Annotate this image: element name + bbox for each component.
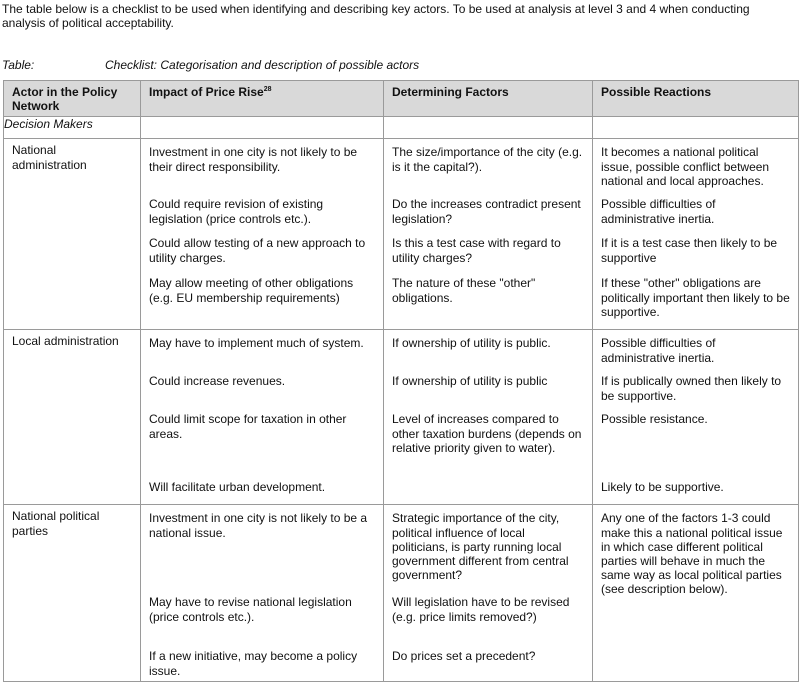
impact-item: Could limit scope for taxation in other areas. [149,412,347,441]
impact-item: Will facilitate urban development. [149,480,326,495]
factors-cell [384,330,593,505]
header-actor: Actor in the Policy Network [4,81,141,117]
factor-item: Level of increases compared to other taxation burdens (depends on relative priority given to water). [392,412,582,455]
impact-item: If a new initiative, may become a policy issue. [149,649,358,678]
actor-cell: National political parties [4,505,141,682]
factor-item: Will legislation have to be revised (e.g. price limits removed?) [392,595,570,624]
reaction-item: It becomes a national political issue, possible conflict between national and local approaches. [601,145,770,188]
actor-checklist-table [3,80,799,682]
reaction-item: Possible resistance. [601,412,708,427]
reaction-item: If it is a test case then likely to be supportive [601,236,778,265]
footnote-ref: 28 [263,86,272,93]
table-row-national-administration [4,139,799,330]
factor-item: Do prices set a precedent? [392,649,536,664]
factor-item: Is this a test case with regard to utility charges? [392,236,561,265]
impact-item: May allow meeting of other obligations (e.g. EU membership requirements) [149,276,354,305]
factor-item: Strategic importance of the city, political influence of local politicians, is party running local government different from central government? [392,511,569,583]
header-impact-label: Impact of Price Rise [149,85,264,99]
header-impact [141,81,384,117]
reactions-cell [593,330,799,505]
reaction-item: Likely to be supportive. [601,480,724,495]
header-row [4,81,799,117]
factors-cell [384,139,593,330]
reactions-cell [593,505,799,682]
factor-item: The nature of these "other" obligations. [392,276,536,305]
factor-item: The size/importance of the city (e.g. is it the capital?). [392,145,583,174]
impact-item: Investment in one city is not likely to be a national issue. [149,511,368,540]
reaction-item: If is publically owned then likely to be supportive. [601,374,782,403]
empty-cell [141,117,384,139]
actor-cell: National administration [4,139,141,330]
impact-item: Investment in one city is not likely to be their direct responsibility. [149,145,358,174]
empty-cell [384,117,593,139]
impact-item: Could increase revenues. [149,374,286,389]
impact-item: May have to implement much of system. [149,336,364,351]
reaction-item: Possible difficulties of administrative inertia. [601,336,716,365]
table-row-local-administration [4,330,799,505]
reaction-item: Any one of the factors 1-3 could make this a national political issue in which case different political parties will behave in much the same way as local political parties (see description below). [601,511,783,597]
factor-item: If ownership of utility is public [392,374,548,389]
section-label-text: Decision Makers [4,117,93,132]
factors-cell [384,505,593,682]
section-row [4,117,799,139]
factor-item [392,480,584,504]
header-factors: Determining Factors [384,81,593,117]
header-reactions: Possible Reactions [593,81,799,117]
actor-cell: Local administration [4,330,141,505]
reactions-cell [593,139,799,330]
impact-cell [141,330,384,505]
caption-label: Table: [2,58,35,72]
empty-cell [593,117,799,139]
impact-item: Could allow testing of a new approach to utility charges. [149,236,366,265]
impact-cell [141,505,384,682]
section-label [4,117,141,139]
reaction-item: Possible difficulties of administrative inertia. [601,197,716,226]
impact-item: Could require revision of existing legislation (price controls etc.). [149,197,324,226]
intro-paragraph: The table below is a checklist to be used when identifying and describing key actors. To be used at analysis at level 3 and 4 when conducting analysis of political acceptability. [2,2,750,31]
impact-cell [141,139,384,330]
impact-item: May have to revise national legislation (price controls etc.). [149,595,352,624]
table-caption [2,58,792,72]
reaction-item: If these "other" obligations are politically important then likely to be supportive. [601,276,790,319]
factor-item: If ownership of utility is public. [392,336,551,351]
caption-title: Checklist: Categorisation and description of possible actors [105,58,420,72]
table-row-national-political-parties [4,505,799,682]
factor-item: Do the increases contradict present legislation? [392,197,581,226]
